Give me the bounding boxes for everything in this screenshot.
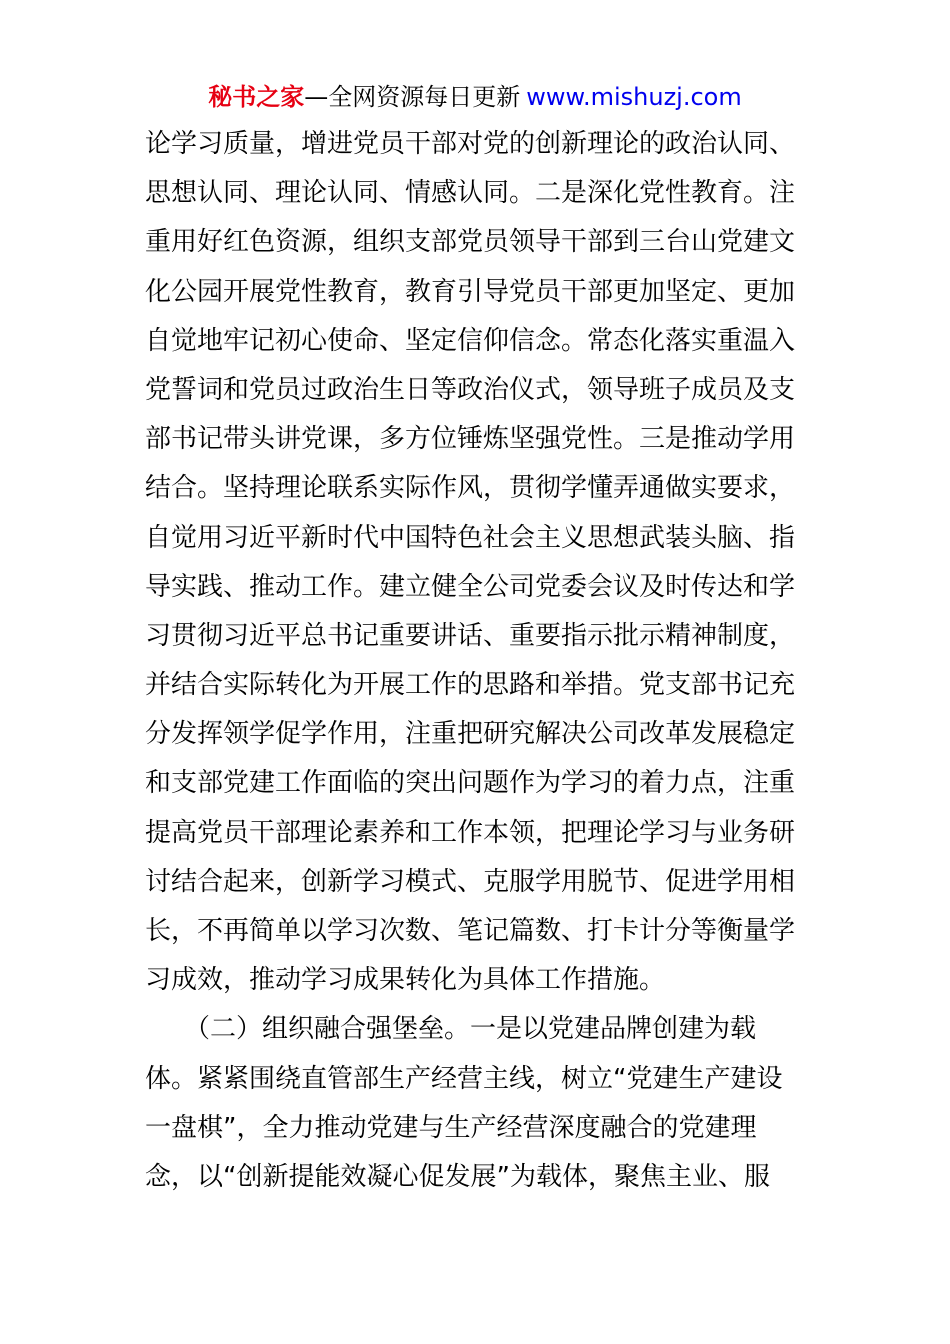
text-line: 结合。坚持理论联系实际作风，贯彻学懂弄通做实要求， bbox=[145, 473, 796, 504]
text-line: 自觉用习近平新时代中国特色社会主义思想武装头脑、指 bbox=[145, 522, 796, 553]
text-line: 和支部党建工作面临的突出问题作为学习的着力点，注重 bbox=[145, 768, 796, 799]
text-line: 分发挥领学促学作用，注重把研究解决公司改革发展稳定 bbox=[145, 719, 796, 750]
text-line: 习成效，推动学习成果转化为具体工作措施。 bbox=[145, 965, 666, 996]
document-body bbox=[145, 120, 810, 1202]
text-line: 重用好红色资源，组织支部党员领导干部到三台山党建文 bbox=[145, 227, 796, 258]
text-line: 党誓词和党员过政治生日等政治仪式，领导班子成员及支 bbox=[145, 374, 796, 405]
text-line: 长，不再简单以学习次数、笔记篇数、打卡计分等衡量学 bbox=[145, 916, 796, 946]
text-line: 思想认同、理论认同、情感认同。二是深化党性教育。注 bbox=[145, 178, 796, 209]
text-line: 自觉地牢记初心使命、坚定信仰信念。常态化落实重温入 bbox=[145, 325, 796, 356]
text-line: 提高党员干部理论素养和工作本领，把理论学习与业务研 bbox=[145, 817, 796, 848]
text-line: 念，以“创新提能效凝心促发展”为载体，聚焦主业、服 bbox=[145, 1161, 770, 1192]
text-line: 习贯彻习近平总书记重要讲话、重要指示批示精神制度， bbox=[145, 620, 796, 651]
text-line: 体。紧紧围绕直管部生产经营主线，树立“党建生产建设 bbox=[145, 1063, 783, 1094]
site-header bbox=[0, 80, 950, 114]
text-line: 导实践、推动工作。建立健全公司党委会议及时传达和学 bbox=[145, 571, 796, 602]
text-line: 化公园开展党性教育，教育引导党员干部更加坚定、更加 bbox=[145, 276, 796, 307]
text-line: 一盘棋”，全力推动党建与生产经营深度融合的党建理 bbox=[145, 1112, 757, 1143]
text-line: 并结合实际转化为开展工作的思路和举措。党支部书记充 bbox=[145, 670, 796, 701]
text-line: 论学习质量，增进党员干部对党的创新理论的政治认同、 bbox=[145, 129, 796, 159]
text-line: （二）组织融合强堡垒。一是以党建品牌创建为载 bbox=[145, 1014, 757, 1045]
site-url[interactable]: www.mishuzj.com bbox=[526, 83, 742, 111]
text-line: 部书记带头讲党课，多方位锤炼坚强党性。三是推动学用 bbox=[145, 424, 796, 455]
text-line: 讨结合起来，创新学习模式、克服学用脱节、促进学用相 bbox=[145, 866, 796, 897]
site-tagline: —全网资源每日更新 bbox=[304, 83, 521, 111]
site-brand: 秘书之家 bbox=[208, 83, 305, 111]
